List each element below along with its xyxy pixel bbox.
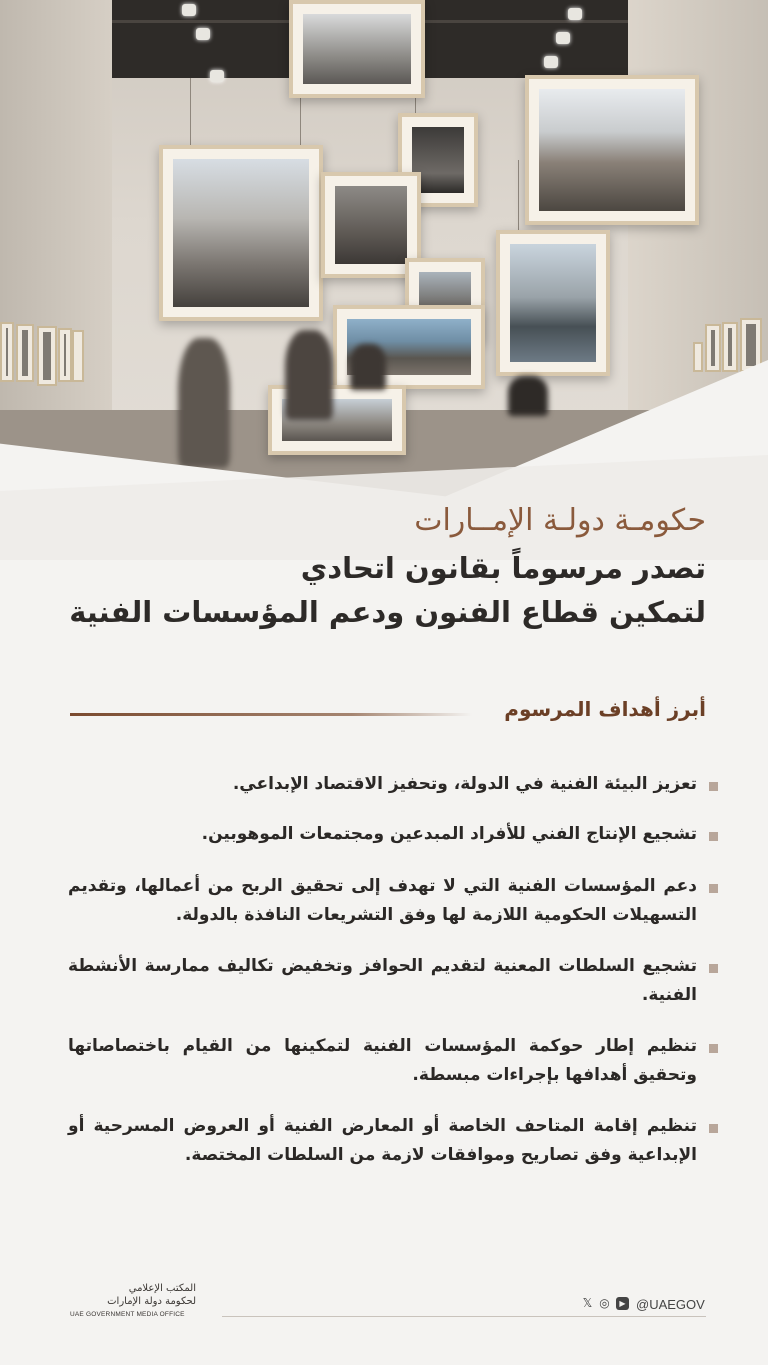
ceiling-light	[210, 70, 224, 82]
wall-artwork	[16, 324, 34, 382]
goal-text: تنظيم إقامة المتاحف الخاصة أو المعارض الفنية أو العروض المسرحية أو الإبداعية وفق تصاريح وموافقات لازمة من السلطات المختصة.	[68, 1116, 697, 1165]
wall-artwork	[58, 328, 72, 382]
section-divider	[70, 713, 472, 716]
wall-artwork	[705, 324, 721, 372]
x-icon[interactable]: 𝕏	[582, 1296, 593, 1310]
hanging-photo-frame	[525, 75, 699, 225]
wall-artwork	[740, 318, 762, 372]
visitor-figure	[178, 338, 230, 468]
bullet-square-icon	[709, 1124, 718, 1133]
goal-text: تنظيم إطار حوكمة المؤسسات الفنية لتمكينها من القيام باختصاصاتها وتحقيق أهدافها بإجراءات مبسطة.	[68, 1036, 697, 1085]
ceiling-light	[556, 32, 570, 44]
goal-item	[68, 872, 718, 930]
instagram-icon[interactable]: ◎	[599, 1296, 610, 1310]
social-handle[interactable]: @UAEGOV	[636, 1297, 705, 1312]
goal-text: تشجيع الإنتاج الفني للأفراد المبدعين ومجتمعات الموهوبين.	[201, 824, 697, 844]
goal-item	[68, 952, 718, 1010]
wall-artwork	[0, 322, 14, 382]
goal-text: تعزيز البيئة الفنية في الدولة، وتحفيز الاقتصاد الإبداعي.	[232, 774, 697, 794]
ceiling-light	[196, 28, 210, 40]
ceiling-light	[182, 4, 196, 16]
bullet-square-icon	[709, 964, 718, 973]
ceiling-light	[544, 56, 558, 68]
logo-arabic-line2: لحكومة دولة الإمارات	[107, 1296, 196, 1307]
visitor-figure	[350, 344, 386, 390]
headline-government: حكومـة دولـة الإمــارات	[414, 503, 706, 538]
ceiling-light	[568, 8, 582, 20]
section-heading: أبرز أهداف المرسوم	[504, 697, 706, 721]
bullet-square-icon	[709, 884, 718, 893]
visitor-figure	[285, 330, 333, 420]
hanging-photo-frame	[289, 0, 425, 98]
footer-divider	[222, 1316, 706, 1317]
hanging-photo-frame	[496, 230, 610, 376]
visitor-figure	[508, 376, 548, 416]
wall-artwork	[72, 330, 84, 382]
wall-artwork	[693, 342, 703, 372]
wall-artwork	[722, 322, 738, 372]
goal-item	[68, 1032, 718, 1090]
bullet-square-icon	[709, 832, 718, 841]
goal-text: دعم المؤسسات الفنية التي لا تهدف إلى تحقيق الربح من أعمالها، وتقديم التسهيلات الحكومية اللازمة لها وفق التشريعات النافذة بالدولة.	[68, 876, 697, 925]
bullet-square-icon	[709, 1044, 718, 1053]
gallery-photo	[0, 0, 768, 560]
youtube-icon[interactable]: ▶	[616, 1297, 629, 1310]
hanging-photo-frame	[159, 145, 323, 321]
bullet-square-icon	[709, 782, 718, 791]
goal-item	[68, 820, 718, 849]
goal-item	[68, 1112, 718, 1170]
goal-text: تشجيع السلطات المعنية لتقديم الحوافز وتخفيض تكاليف ممارسة الأنشطة الفنية.	[68, 956, 697, 1005]
gallery-left-wall	[0, 0, 112, 480]
logo-english: UAE GOVERNMENT MEDIA OFFICE	[70, 1311, 185, 1318]
wall-artwork	[37, 326, 57, 386]
logo-arabic-line1: المكتب الإعلامي	[128, 1283, 196, 1294]
goal-item	[68, 770, 718, 799]
headline-purpose: لتمكين قطاع الفنون ودعم المؤسسات الفنية	[69, 595, 706, 629]
headline-decree: تصدر مرسوماً بقانون اتحادي	[300, 551, 706, 585]
media-office-logo	[70, 1282, 220, 1318]
